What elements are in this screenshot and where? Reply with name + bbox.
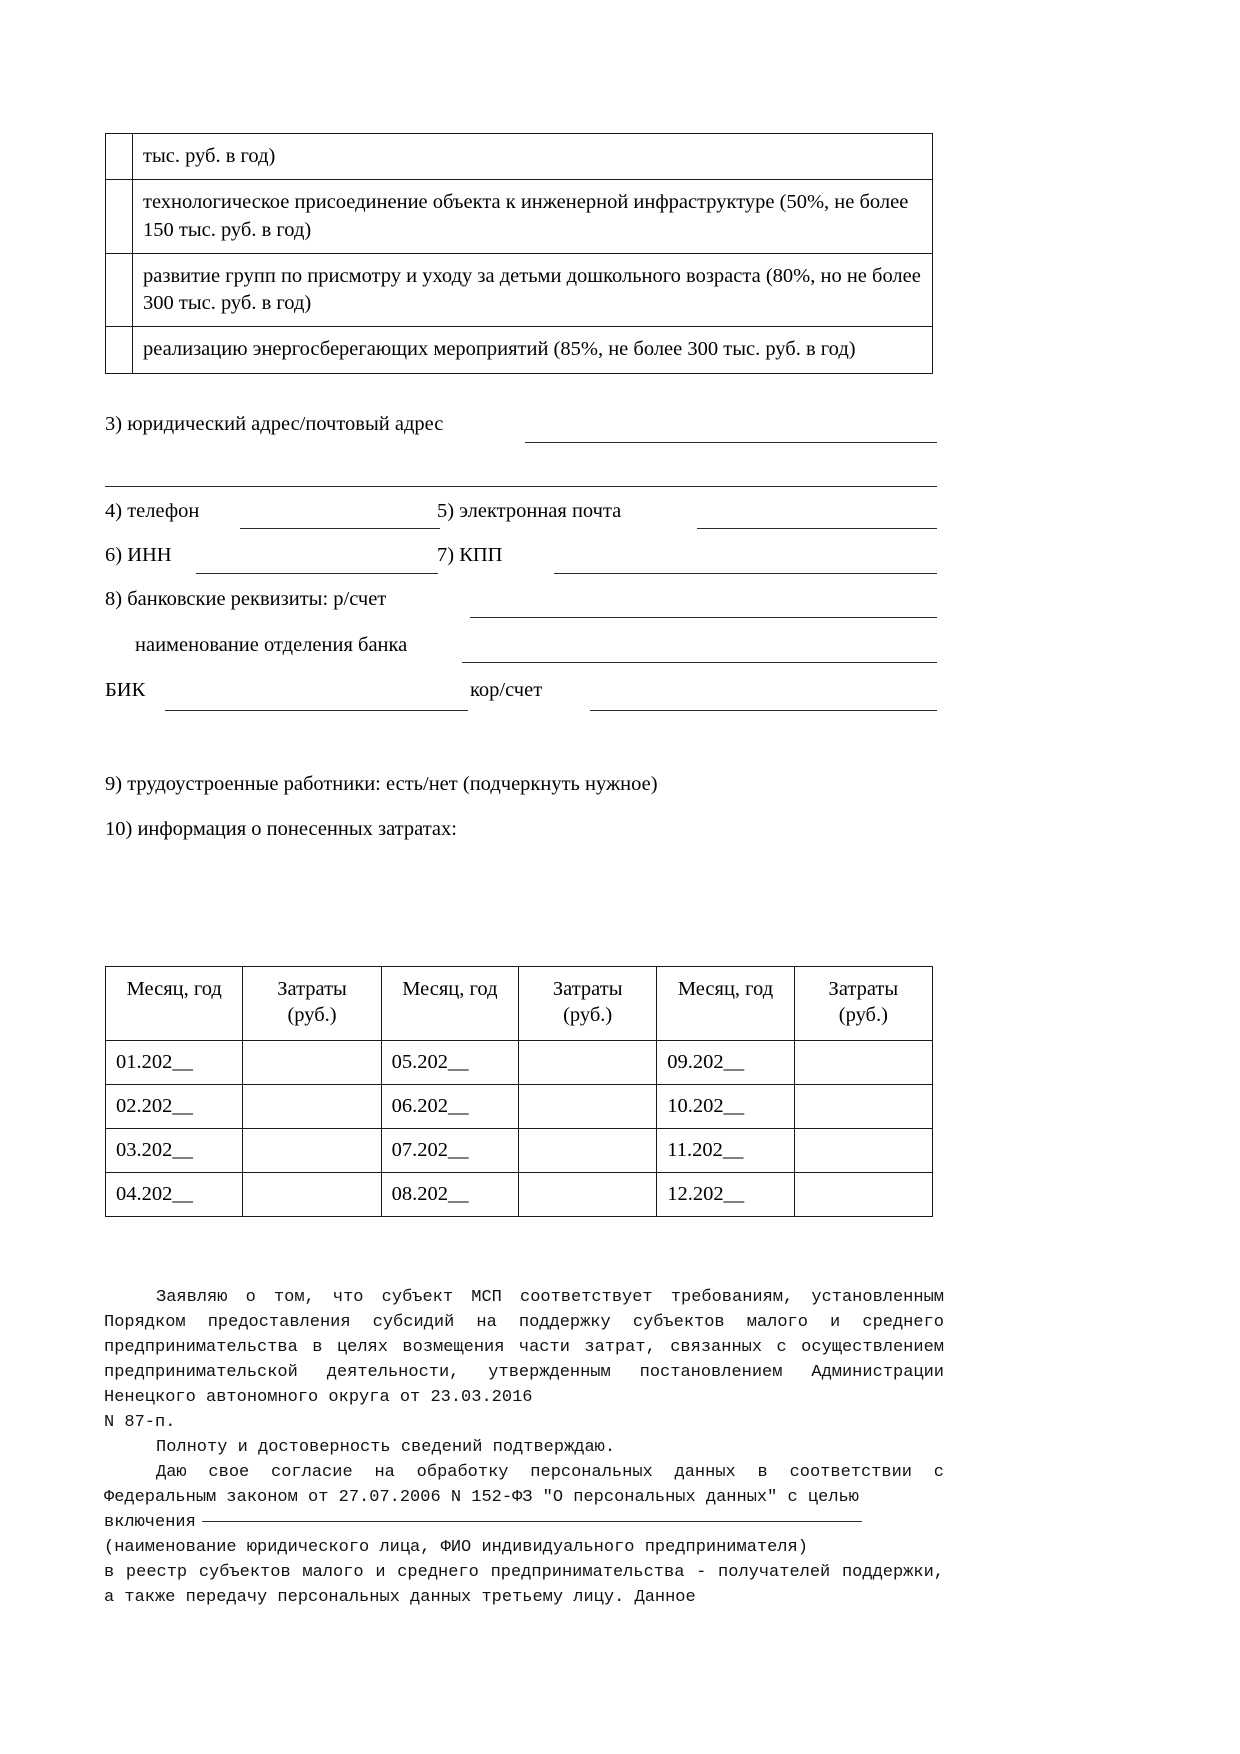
cell-month: 02.202__: [106, 1085, 243, 1129]
cell-amount[interactable]: [243, 1173, 381, 1217]
label-employees: 9) трудоустроенные работники: есть/нет (подчеркнуть нужное): [105, 773, 658, 795]
table-row: [106, 180, 933, 254]
declaration-paragraph-3: Даю свое согласие на обработку персональных данных в соответствии с Федеральным законом от 27.07.2006 N 152-ФЗ "О персональных данных" с целью: [104, 1462, 944, 1507]
declaration-paragraph-2: Полноту и достоверность сведений подтверждаю.: [156, 1437, 616, 1457]
cell-amount[interactable]: [519, 1129, 657, 1173]
monthly-costs-table: [105, 966, 933, 1217]
input-bik[interactable]: [165, 710, 468, 711]
label-kpp: 7) КПП: [437, 544, 503, 566]
header-month-3: [657, 967, 794, 1041]
cell-month: 07.202__: [381, 1129, 518, 1173]
cell-month: 01.202__: [106, 1041, 243, 1085]
cell-month: 05.202__: [381, 1041, 518, 1085]
purpose-text-cell: технологическое присоединение объекта к инженерной инфраструктуре (50%, не более 150 тыс. руб. в год): [133, 180, 933, 254]
cell-month: 06.202__: [381, 1085, 518, 1129]
header-line: (руб.): [563, 1003, 613, 1026]
subsidy-purpose-table: [105, 133, 933, 374]
purpose-text-cell: реализацию энергосберегающих мероприятий (85%, не более 300 тыс. руб. в год): [133, 327, 933, 373]
input-bank-branch[interactable]: [462, 662, 937, 663]
label-inn: 6) ИНН: [105, 544, 172, 566]
label-costs-info: 10) информация о понесенных затратах:: [105, 818, 457, 840]
cell-month: 03.202__: [106, 1129, 243, 1173]
table-row: [106, 1173, 933, 1217]
row-marker-cell: [106, 134, 133, 180]
input-legal-address-line1[interactable]: [525, 442, 937, 443]
header-line: Месяц, год: [402, 978, 498, 1000]
cell-month: 08.202__: [381, 1173, 518, 1217]
table-row: [106, 1129, 933, 1173]
cell-month: 10.202__: [657, 1085, 794, 1129]
cell-month: 12.202__: [657, 1173, 794, 1217]
input-bank-account[interactable]: [470, 617, 937, 618]
cell-amount[interactable]: [243, 1041, 381, 1085]
header-line: (руб.): [838, 1003, 888, 1026]
declaration-tail-text: включения: [104, 1512, 196, 1532]
cell-month: 09.202__: [657, 1041, 794, 1085]
input-phone[interactable]: [240, 528, 440, 529]
cell-amount[interactable]: [794, 1173, 932, 1217]
table-header-row: [106, 967, 933, 1041]
row-marker-cell: [106, 253, 133, 327]
header-line: Затраты: [552, 978, 623, 1000]
cell-month: 04.202__: [106, 1173, 243, 1217]
header-month-1: [106, 967, 243, 1041]
input-corr-account[interactable]: [590, 710, 937, 711]
cell-amount[interactable]: [243, 1129, 381, 1173]
header-line: Месяц, год: [126, 978, 222, 1000]
table-row: [106, 134, 933, 180]
label-corr-account: кор/счет: [470, 679, 543, 701]
cell-amount[interactable]: [243, 1085, 381, 1129]
declaration-paragraph-3-tail: [104, 1511, 944, 1536]
input-email[interactable]: [697, 528, 937, 529]
purpose-text-cell: развитие групп по присмотру и уходу за детьми дошкольного возраста (80%, но не более 300 тыс. руб. в год): [133, 253, 933, 327]
input-inn[interactable]: [196, 573, 438, 574]
label-email: 5) электронная почта: [437, 500, 622, 522]
cell-amount[interactable]: [794, 1041, 932, 1085]
header-line: Затраты: [828, 978, 899, 1000]
row-marker-cell: [106, 327, 133, 373]
header-cost-2: [519, 967, 657, 1041]
header-month-2: [381, 967, 518, 1041]
entity-name-caption: (наименование юридического лица, ФИО индивидуального предпринимателя): [104, 1537, 808, 1557]
header-line: Затраты: [277, 978, 347, 1000]
label-bank-account: 8) банковские реквизиты: р/счет: [105, 588, 387, 610]
cell-amount[interactable]: [519, 1085, 657, 1129]
input-entity-name[interactable]: [202, 1521, 862, 1522]
input-legal-address-line2[interactable]: [105, 486, 937, 487]
table-row: [106, 1041, 933, 1085]
cell-amount[interactable]: [794, 1129, 932, 1173]
table-row: [106, 1085, 933, 1129]
label-phone: 4) телефон: [105, 500, 200, 522]
declaration-block: [104, 1286, 944, 1611]
cell-amount[interactable]: [519, 1041, 657, 1085]
header-cost-1: [243, 967, 381, 1041]
declaration-paragraph-1: Заявляю о том, что субъект МСП соответствует требованиям, установленным Порядком предоставления субсидий на поддержку субъектов малого и среднего предпринимательства в целях возмещения части затрат, связанных с осуществлением предпринимательской деятельности, утвержденным постановлением Администрации Ненецкого автономного округа от 23.03.2016: [104, 1288, 944, 1407]
input-kpp[interactable]: [554, 573, 937, 574]
row-marker-cell: [106, 180, 133, 254]
declaration-paragraph-4: в реестр субъектов малого и среднего предпринимательства - получателей поддержки, а также передачу персональных данных третьему лицу. Данное: [104, 1562, 944, 1607]
header-cost-3: [794, 967, 932, 1041]
header-line: Месяц, год: [677, 978, 774, 1000]
label-bank-branch: наименование отделения банка: [135, 634, 408, 656]
cell-amount[interactable]: [519, 1173, 657, 1217]
declaration-paragraph-1-tail: N 87-п.: [104, 1412, 176, 1432]
label-bik: БИК: [105, 679, 146, 701]
label-legal-address: 3) юридический адрес/почтовый адрес: [105, 413, 444, 435]
header-line: (руб.): [287, 1003, 337, 1026]
table-row: [106, 253, 933, 327]
table-row: [106, 327, 933, 373]
cell-month: 11.202__: [657, 1129, 794, 1173]
cell-amount[interactable]: [794, 1085, 932, 1129]
purpose-text-cell: тыс. руб. в год): [133, 134, 933, 180]
